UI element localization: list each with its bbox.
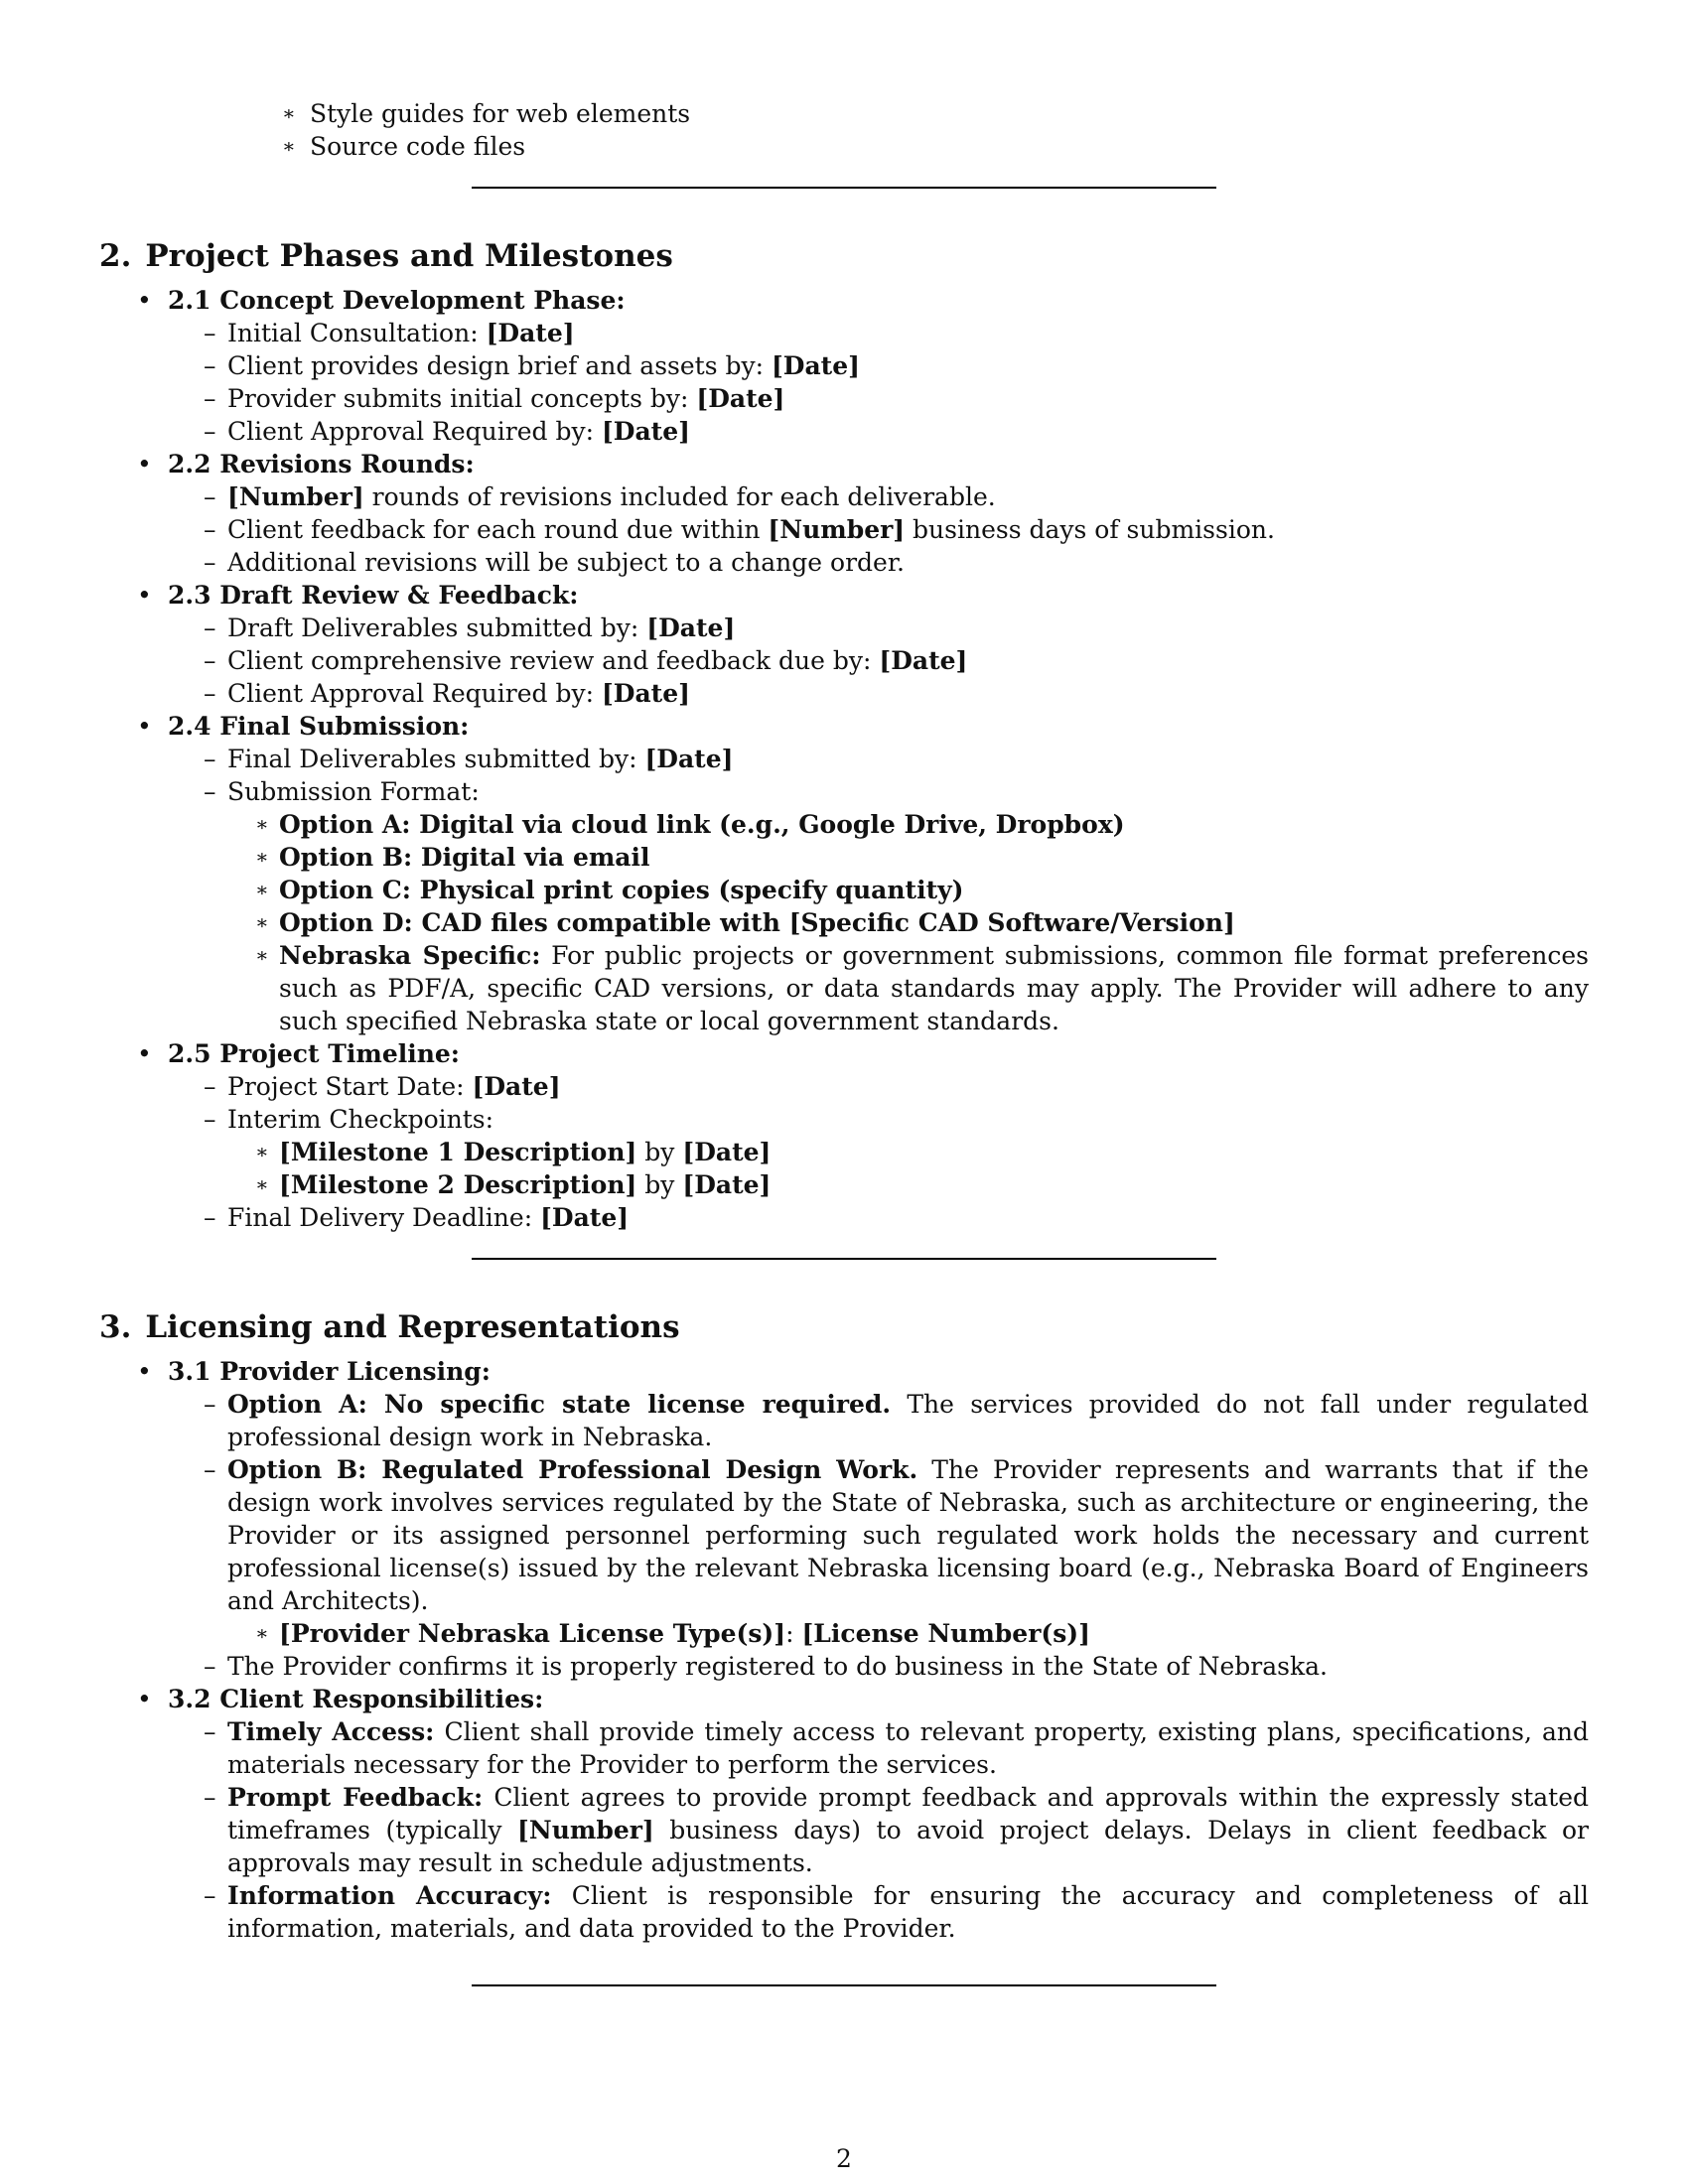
section-divider — [472, 1984, 1216, 1986]
bullet-icon: • — [137, 1685, 152, 1713]
list-item: – Prompt Feedback: Client agrees to provide prompt feedback and approvals within the expressly stated timeframes (typically [Number] business days) to avoid project delays. Delays in client feedback or approvals may result in schedule adjustments. — [204, 1783, 1589, 1877]
list-item: • 2.1 Concept Development Phase: – Initial Consultation: [Date] – Client provides design brief and assets by: [Date] – Provider submits initial concepts by: [Date] – Client Approval Required by: [Date] — [99, 284, 1589, 448]
section-3-list — [99, 1355, 1589, 1945]
list-item: ∗ [Milestone 1 Description] by [Date] — [255, 1138, 772, 1166]
dash-bullet-icon: – — [204, 1455, 216, 1484]
list-item: – Option B: Regulated Professional Design Work. The Provider represents and warrants that if the design work involves services regulated by the State of Nebraska, such as architecture or engineering, the Provider or its assigned personnel performing such regulated work holds the necessary and current professional license(s) issued by the relevant Nebraska licensing board (e.g., Nebraska Board of Engineers and Architects). ∗ [Provider Nebraska License Type(s)]: [License Number(s)] — [204, 1455, 1589, 1648]
list-item: – Client feedback for each round due within [Number] business days of submission. — [204, 515, 1275, 544]
list-item: – Final Delivery Deadline: [Date] — [204, 1203, 630, 1232]
continued-list — [282, 97, 1589, 163]
dash-bullet-icon: – — [204, 614, 216, 642]
asterisk-bullet-icon: ∗ — [255, 1172, 269, 1196]
bullet-icon: • — [137, 450, 152, 478]
list-item: – Timely Access: Client shall provide timely access to relevant property, existing plans, specifications, and materials necessary for the Provider to perform the services. — [204, 1717, 1590, 1779]
list-item: ∗ Style guides for web elements — [282, 99, 691, 128]
bullet-icon: • — [137, 1357, 152, 1386]
list-item: – The Provider confirms it is properly registered to do business in the State of Nebraska. — [204, 1652, 1328, 1681]
list-item: • 3.1 Provider Licensing: – Option A: No specific state license required. The services provided do not fall under regulated professional design work in Nebraska. – Option B: Regulated Professional Design Work. The Provider represents and warrants that if the design work involves services regulated by the State of Nebraska, such as architecture or engineering, the Provider or its assigned personnel performing such regulated work holds the necessary and current professional license(s) issued by the relevant Nebraska licensing board (e.g., Nebraska Board of Engineers and Architects). ∗ [Provider Nebraska License Type(s)]: [License Number(s)] – The Provider confirms it is properly registered to do business in the State of Nebraska. — [137, 1357, 1590, 1681]
dash-bullet-icon: – — [204, 1881, 216, 1910]
bullet-icon: • — [137, 1039, 152, 1068]
list-item: ∗ [Milestone 2 Description] by [Date] — [255, 1170, 772, 1199]
list-item: – Draft Deliverables submitted by: [Date] — [204, 614, 736, 642]
section-divider — [472, 1258, 1216, 1260]
asterisk-bullet-icon: ∗ — [255, 812, 269, 836]
dash-bullet-icon: – — [204, 1717, 216, 1746]
page-number: 2 — [836, 2144, 852, 2173]
dash-bullet-icon: – — [204, 646, 216, 675]
bullet-icon: • — [137, 712, 152, 741]
asterisk-bullet-icon: ∗ — [255, 910, 269, 934]
list-item: – Option A: No specific state license required. The services provided do not fall under regulated professional design work in Nebraska. — [204, 1390, 1590, 1451]
list-item: • 2.3 Draft Review & Feedback: – Draft Deliverables submitted by: [Date] – Client comprehensive review and feedback due by: [Date] – Client Approval Required by: [Date] — [99, 579, 1589, 710]
dash-bullet-icon: – — [204, 1072, 216, 1101]
list-item: – Provider submits initial concepts by: [Date] — [204, 384, 785, 413]
asterisk-bullet-icon: ∗ — [255, 1621, 269, 1645]
list-item: – Information Accuracy: Client is responsible for ensuring the accuracy and completeness of all information, materials, and data provided to the Provider. — [204, 1881, 1590, 1943]
section-2-list — [99, 284, 1589, 1234]
list-item: – Project Start Date: [Date] — [204, 1072, 561, 1101]
page-content — [99, 97, 1589, 1986]
list-item: ∗ Option C: Physical print copies (specify quantity) — [255, 876, 964, 904]
list-item: ∗ [Provider Nebraska License Type(s)]: [License Number(s)] — [255, 1619, 1090, 1648]
asterisk-bullet-icon: ∗ — [255, 878, 269, 901]
list-item: – Additional revisions will be subject to a change order. — [204, 548, 905, 577]
dash-bullet-icon: – — [204, 482, 216, 511]
dash-bullet-icon: – — [204, 351, 216, 380]
list-item: – Final Deliverables submitted by: [Date] — [204, 745, 734, 773]
asterisk-bullet-icon: ∗ — [255, 943, 269, 967]
dash-bullet-icon: – — [204, 548, 216, 577]
list-item: – Client Approval Required by: [Date] — [204, 417, 690, 446]
list-item: – Initial Consultation: [Date] — [204, 319, 575, 347]
list-item: – [Number] rounds of revisions included for each deliverable. — [204, 482, 996, 511]
dash-bullet-icon: – — [204, 1105, 216, 1134]
dash-bullet-icon: – — [204, 384, 216, 413]
list-item: ∗ Source code files — [282, 132, 526, 161]
asterisk-bullet-icon: ∗ — [282, 134, 296, 158]
list-item: ∗ Option A: Digital via cloud link (e.g., Google Drive, Dropbox) — [255, 810, 1125, 839]
list-item: – Interim Checkpoints: ∗ [Milestone 1 Description] by [Date] ∗ [Milestone 2 Description] by [Date] — [168, 1103, 1589, 1201]
list-item: ∗ Option D: CAD files compatible with [Specific CAD Software/Version] — [255, 908, 1235, 937]
list-item: • 2.4 Final Submission: – Final Deliverables submitted by: [Date] – Submission Format: ∗ Option A: Digital via cloud link (e.g., Google Drive, Dropbox) ∗ Option B: Digital via email ∗ Option C: Physical print copies (specify quantity) ∗ Option D: CAD files compatible with [Specific CAD Software/Version] ∗ Nebraska Specific: For public projects or government submissions, common file format preferences such as PDF/A, specific CAD versions, or data standards may apply. The Provider will adhere to any such specified Nebraska state or local government standards. — [137, 712, 1589, 1035]
list-item: • 3.2 Client Responsibilities: – Timely Access: Client shall provide timely access to relevant property, existing plans, specifications, and materials necessary for the Provider to perform the services. – Prompt Feedback: Client agrees to provide prompt feedback and approvals within the expressly stated timeframes (typically [Number] business days) to avoid project delays. Delays in client feedback or approvals may result in schedule adjustments. – Information Accuracy: Client is responsible for ensuring the accuracy and completeness of all information, materials, and data provided to the Provider. — [137, 1685, 1590, 1943]
dash-bullet-icon: – — [204, 1652, 216, 1681]
dash-bullet-icon: – — [204, 1783, 216, 1812]
dash-bullet-icon: – — [204, 417, 216, 446]
asterisk-bullet-icon: ∗ — [255, 845, 269, 869]
dash-bullet-icon: – — [204, 777, 216, 806]
list-item: – Client Approval Required by: [Date] — [204, 679, 690, 708]
list-item: • 2.5 Project Timeline: – Project Start Date: [Date] – Interim Checkpoints: ∗ [Milestone 1 Description] by [Date] ∗ [Milestone 2 Description] by [Date] – Final Delivery Deadline: [Date] — [99, 1037, 1589, 1234]
list-item: – Client comprehensive review and feedback due by: [Date] — [204, 646, 968, 675]
bullet-icon: • — [137, 286, 152, 315]
section-divider — [472, 187, 1216, 189]
bullet-icon: • — [137, 581, 152, 610]
list-item: • 2.2 Revisions Rounds: – [Number] rounds of revisions included for each deliverable. – Client feedback for each round due within [Number] business days of submission. – Additional revisions will be subject to a change order. — [99, 448, 1589, 579]
dash-bullet-icon: – — [204, 1390, 216, 1419]
list-item: ∗ Option B: Digital via email — [255, 843, 650, 872]
section-heading-2: 2. Project Phases and Milestones — [99, 238, 673, 274]
dash-bullet-icon: – — [204, 1203, 216, 1232]
dash-bullet-icon: – — [204, 515, 216, 544]
list-item: ∗ Nebraska Specific: For public projects or government submissions, common file format preferences such as PDF/A, specific CAD versions, or data standards may apply. The Provider will adhere to any such specified Nebraska state or local government standards. — [255, 941, 1589, 1035]
asterisk-bullet-icon: ∗ — [255, 1140, 269, 1163]
dash-bullet-icon: – — [204, 319, 216, 347]
dash-bullet-icon: – — [204, 679, 216, 708]
asterisk-bullet-icon: ∗ — [282, 101, 296, 125]
dash-bullet-icon: – — [204, 745, 216, 773]
list-item: – Submission Format: ∗ Option A: Digital via cloud link (e.g., Google Drive, Dropbox) ∗ Option B: Digital via email ∗ Option C: Physical print copies (specify quantity) ∗ Option D: CAD files compatible with [Specific CAD Software/Version] ∗ Nebraska Specific: For public projects or government submissions, common file format preferences such as PDF/A, specific CAD versions, or data standards may apply. The Provider will adhere to any such specified Nebraska state or local government standards. — [204, 777, 1589, 1035]
section-heading-3: 3. Licensing and Representations — [99, 1309, 680, 1345]
list-item: – Client provides design brief and assets by: [Date] — [204, 351, 860, 380]
